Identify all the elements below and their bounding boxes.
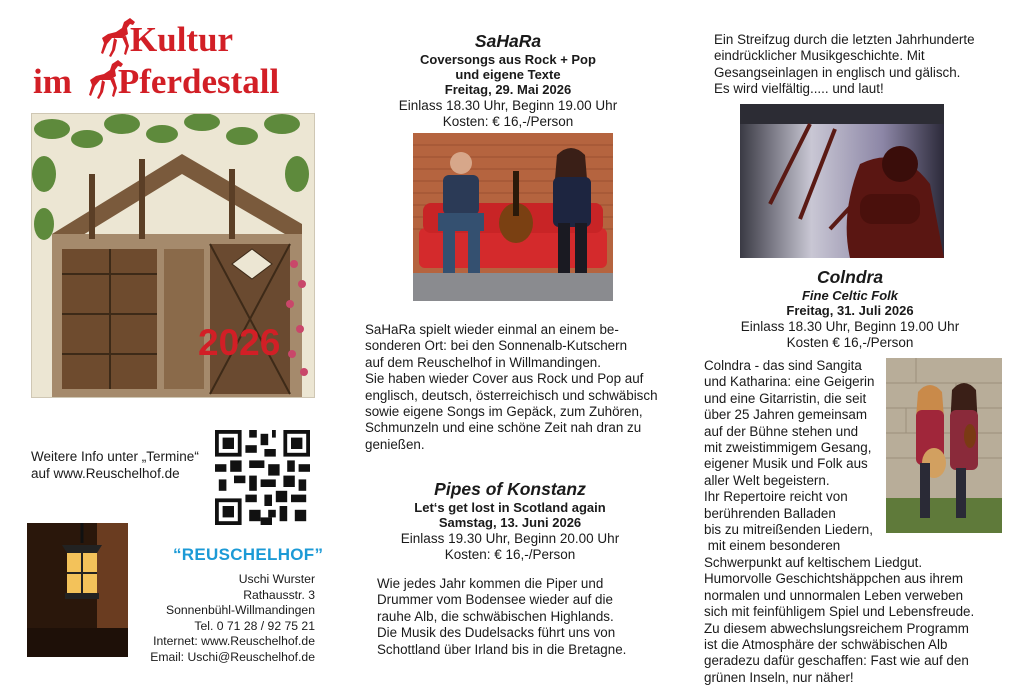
address-line: Tel. 0 71 28 / 92 75 21 (194, 618, 315, 633)
sahara-date: Freitag, 29. Mai 2026 (444, 82, 572, 97)
text-line: rauhe Alb, die schwäbischen Highlands. (377, 608, 614, 624)
colndra-duo-photo (886, 358, 1002, 533)
text-line: Drummer vom Bodensee wieder auf die (377, 592, 613, 608)
text-line: aller Welt begeistern. (704, 472, 830, 488)
title-im-pferdestall (33, 62, 279, 102)
text-line: Zu diesem abwechslungsreichem Programm (704, 620, 969, 636)
text-line: eigener Musik und Folk aus (704, 456, 868, 472)
sahara-description (365, 322, 665, 453)
colndra-title: Colndra (816, 267, 884, 287)
more-info-text (31, 448, 199, 482)
info-line-1: Weitere Info unter „Termine“ (31, 449, 199, 464)
sahara-subtitle-2: und eigene Texte (455, 67, 561, 82)
bagpipe-silhouette-photo (740, 104, 944, 258)
colndra-description-narrow (704, 358, 884, 555)
title-line2-post: Pferdestall (117, 62, 280, 101)
text-line: SaHaRa spielt wieder einmal an einem be- (365, 322, 619, 337)
colndra-subtitle: Fine Celtic Folk (801, 288, 899, 303)
text-line: bis zu mitreißenden Liedern, (704, 522, 873, 538)
sahara-time: Einlass 18.30 Uhr, Beginn 19.00 Uhr (398, 98, 618, 113)
colndra-time: Einlass 18.30 Uhr, Beginn 19.00 Uhr (740, 319, 960, 334)
text-line: mit einem besonderen (704, 538, 841, 554)
address-line: Sonnenbühl-Willmandingen (165, 603, 315, 618)
text-line: auf dem Reuschelhof in Willmandingen. (365, 354, 601, 370)
sahara-band-photo (413, 133, 613, 301)
pipes-date: Samstag, 13. Juni 2026 (438, 515, 582, 530)
text-line: Schmunzeln und eine schöne Zeit nah dran zu (365, 420, 642, 436)
colndra-price: Kosten € 16,-/Person (786, 335, 914, 350)
reuschelhof-name: “REUSCHELHOF” (173, 545, 324, 564)
pipes-description (377, 576, 667, 658)
address-line: Uschi Wurster (238, 572, 315, 586)
text-line: Humorvolle Geschichtshäppchen aus ihrem (704, 571, 964, 587)
text-line: sowie eigene Songs im Gepäck, zum Zuhören, (365, 404, 643, 420)
sahara-price: Kosten: € 16,-/Person (442, 114, 574, 129)
text-line: ist die Atmosphäre der schwäbischen Alb (704, 637, 948, 653)
text-line: und Katharina: eine Geigerin (704, 374, 875, 390)
text-line: eindrücklicher Musikgeschichte. Mit (714, 48, 925, 64)
colndra-header (700, 266, 1000, 351)
address-line[interactable]: Email: Uschi@Reuschelhof.de (150, 649, 315, 664)
text-line: genießen. (365, 436, 425, 452)
pipes-title: Pipes of Konstanz (434, 479, 586, 499)
text-line: Colndra - das sind Sangita (704, 358, 862, 373)
text-line: Ein Streifzug durch die letzten Jahrhunderte (714, 32, 975, 47)
text-line: Es wird vielfältig..... und laut! (714, 81, 884, 97)
pipes-description-continued (714, 32, 1014, 98)
sahara-subtitle-1: Coversongs aus Rock + Pop (420, 52, 596, 67)
text-line: berührenden Balladen (704, 505, 836, 521)
text-line: auf der Bühne stehen und (704, 423, 859, 439)
text-line: Schwerpunkt auf keltischem Liedgut. (704, 555, 923, 570)
year-label: 2026 (198, 322, 281, 363)
pipes-price: Kosten: € 16,-/Person (444, 547, 576, 562)
pipes-subtitle: Let‘s get lost in Scotland again (414, 500, 606, 515)
sahara-header (360, 30, 656, 130)
text-line: Schottland über Irland bis in die Bretagne. (377, 641, 627, 657)
qr-code-icon[interactable] (215, 430, 310, 525)
pipes-header (345, 478, 675, 563)
lantern-photo (27, 523, 128, 657)
text-line: sonderen Ort: bei den Sonnenalb-Kutschern (365, 338, 628, 354)
colndra-date: Freitag, 31. Juli 2026 (786, 303, 914, 318)
title-kultur (130, 20, 233, 60)
text-line: über 25 Jahren gemeinsam (704, 407, 868, 423)
text-line: Die Musik des Dudelsacks führt uns von (377, 625, 616, 641)
info-line-2: auf www.Reuschelhof.de (31, 466, 180, 481)
text-line: mit zweistimmigem Gesang, (704, 440, 872, 456)
address-line: Rathausstr. 3 (243, 587, 315, 602)
sahara-title: SaHaRa (474, 31, 542, 51)
text-line: Ihr Repertoire reicht von (704, 489, 848, 505)
text-line: geradezu dafür geschaffen: Fast wie auf den (704, 653, 969, 669)
text-line: grünen Inseln, nur näher! (704, 669, 854, 685)
text-line: normalen und unnormalen Leben verweben (704, 587, 964, 603)
text-line: Gesangseinlagen in englisch und gälisch. (714, 64, 961, 80)
title-line2-pre: im (33, 62, 72, 101)
pipes-time: Einlass 19.30 Uhr, Beginn 20.00 Uhr (400, 531, 620, 546)
horse-logo-icon-2 (88, 58, 126, 100)
title-line1: Kultur (130, 20, 234, 59)
text-line: sich mit feinfühligem Spiel und Lebensfreude. (704, 604, 975, 620)
address-line[interactable]: Internet: www.Reuschelhof.de (153, 634, 315, 649)
text-line: Wie jedes Jahr kommen die Piper und (377, 576, 604, 591)
text-line: und eine Gitarristin, die seit (704, 390, 867, 406)
text-line: englisch, deutsch, österreichisch und schwäbisch (365, 387, 658, 403)
colndra-description-wide (704, 555, 1014, 686)
address-block (150, 572, 315, 666)
text-line: Sie haben wieder Cover aus Rock und Pop auf (365, 371, 644, 387)
horse-logo-icon (100, 16, 138, 58)
